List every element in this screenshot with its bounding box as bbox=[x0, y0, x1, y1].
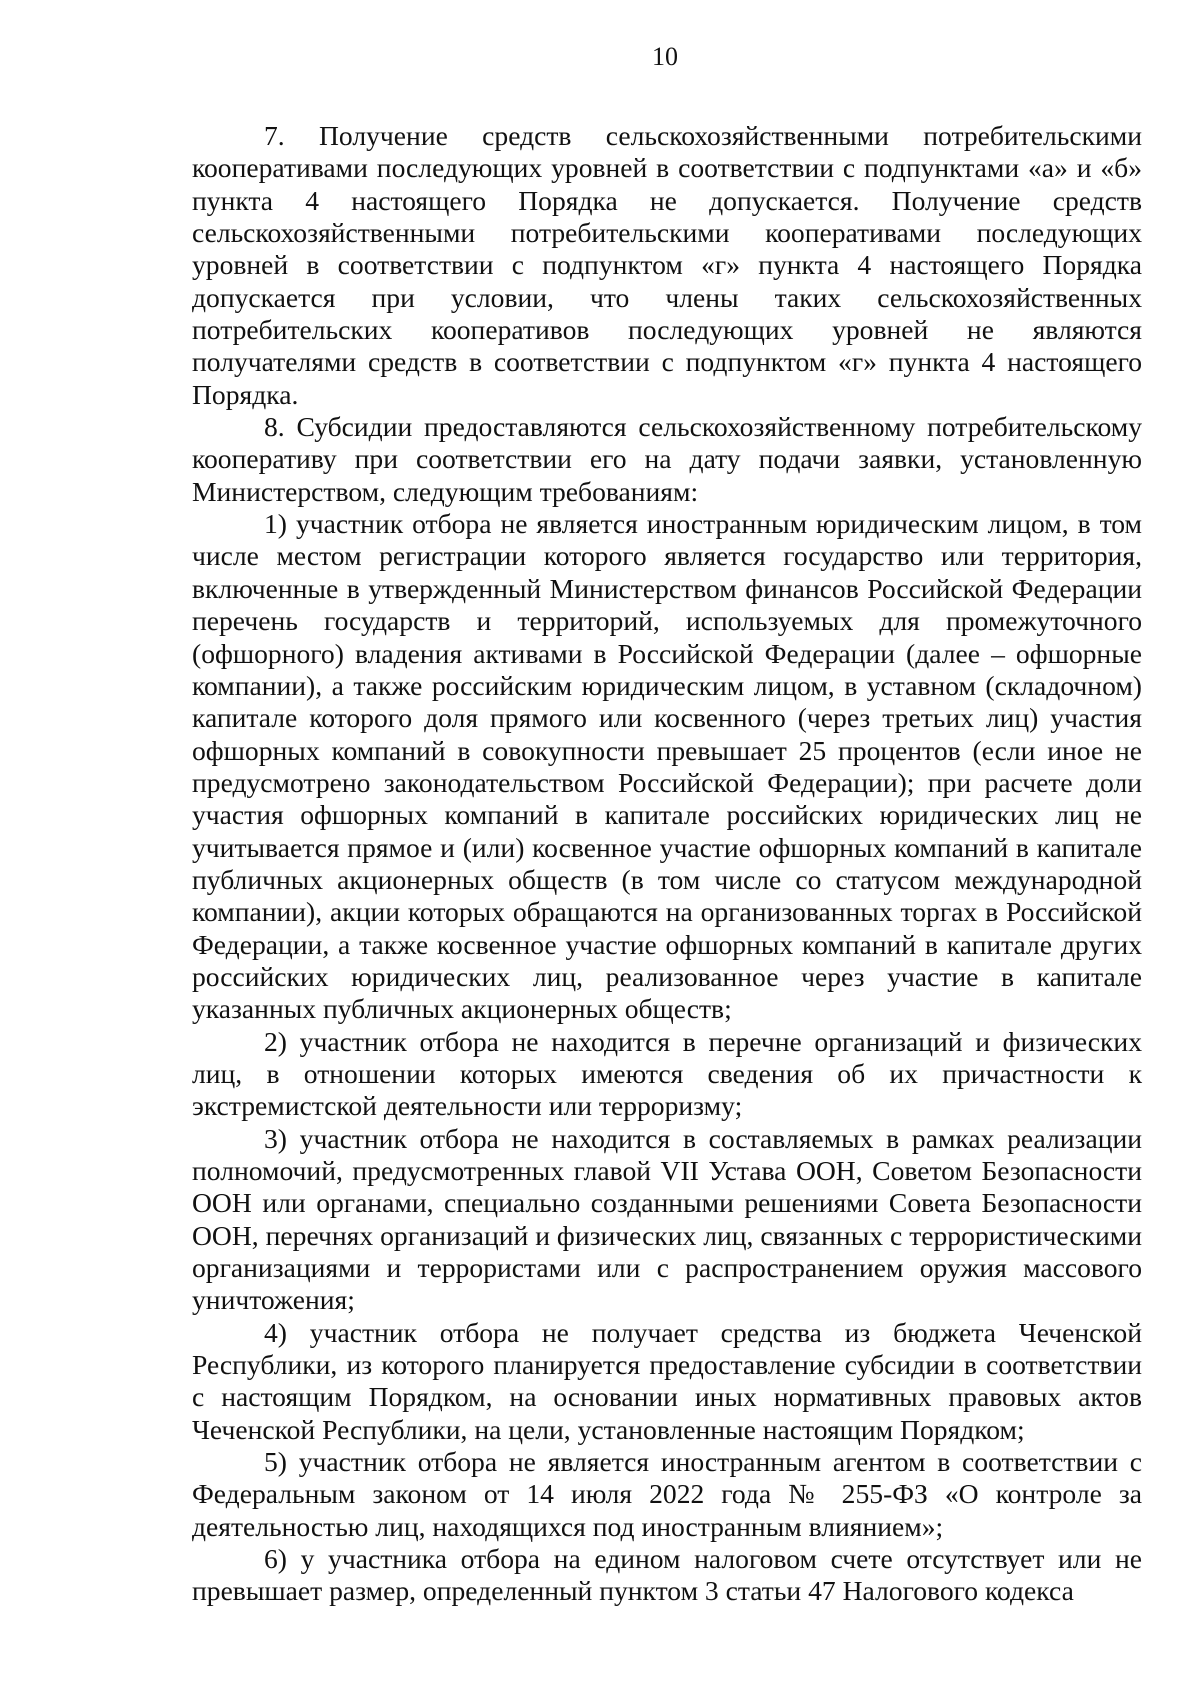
requirement-4: 4) участник отбора не получает средства из бюджета Чеченской Республики, из которого планируется предоставление субсидии в соответствии с настоящим Порядком, на основании иных нормативных правовых актов Чеченской Республики, на цели, установленные настоящим Порядком; bbox=[192, 1316, 1142, 1445]
requirement-6: 6) у участника отбора на едином налоговом счете отсутствует или не превышает размер, определенный пунктом 3 статьи 47 Налогового кодекса bbox=[192, 1543, 1142, 1607]
requirement-2: 2) участник отбора не находится в перечне организаций и физических лиц, в отношении которых имеются сведения об их причастности к экстремистской деятельности или терроризму; bbox=[192, 1025, 1142, 1122]
paragraph-8: 8. Субсидии предоставляются сельскохозяйственному потребительскому кооперативу при соответствии его на дату подачи заявки, установленную Министерством, следующим требованиям: bbox=[192, 411, 1142, 507]
document-body bbox=[192, 120, 1142, 1608]
requirement-1: 1) участник отбора не является иностранным юридическим лицом, в том числе местом регистрации которого является государство или территория, включенные в утвержденный Министерством финансов Российской Федерации перечень государств и территорий, используемых для промежуточного (офшорного) владения активами в Российской Федерации (далее – офшорные компании), а также российским юридическим лицом, в уставном (складочном) капитале которого доля прямого или косвенного (через третьих лиц) участия офшорных компаний в совокупности превышает 25 процентов (если иное не предусмотрено законодательством Российской Федерации); при расчете доли участия офшорных компаний в капитале российских юридических лиц не учитывается прямое и (или) косвенное участие офшорных компаний в капитале публичных акционерных обществ (в том числе со статусом международной компании), акции которых обращаются на организованных торгах в Российской Федерации, а также косвенное участие офшорных компаний в капитале других российских юридических лиц, реализованное через участие в капитале указанных публичных акционерных обществ; bbox=[192, 508, 1142, 1025]
page-number: 10 bbox=[652, 42, 678, 71]
requirement-3: 3) участник отбора не находится в составляемых в рамках реализации полномочий, предусмотренных главой VII Устава ООН, Советом Безопасности ООН или органами, специально созданными решениями Совета Безопасности ООН, перечнях организаций и физических лиц, связанных с террористическими организациями и террористами или с распространением оружия массового уничтожения; bbox=[192, 1122, 1142, 1316]
paragraph-7: 7. Получение средств сельскохозяйственными потребительскими кооперативами последующих уровней в соответствии с подпунктами «а» и «б» пункта 4 настоящего Порядка не допускается. Получение средств сельскохозяйственными потребительскими кооперативами последующих уровней в соответствии с подпунктом «г» пункта 4 настоящего Порядка допускается при условии, что члены таких сельскохозяйственных потребительских кооперативов последующих уровней не являются получателями средств в соответствии с подпунктом «г» пункта 4 настоящего Порядка. bbox=[192, 120, 1142, 410]
requirement-5: 5) участник отбора не является иностранным агентом в соответствии с Федеральным законом от 14 июля 2022 года № 255-ФЗ «О контроле за деятельностью лиц, находящихся под иностранным влиянием»; bbox=[192, 1446, 1142, 1542]
